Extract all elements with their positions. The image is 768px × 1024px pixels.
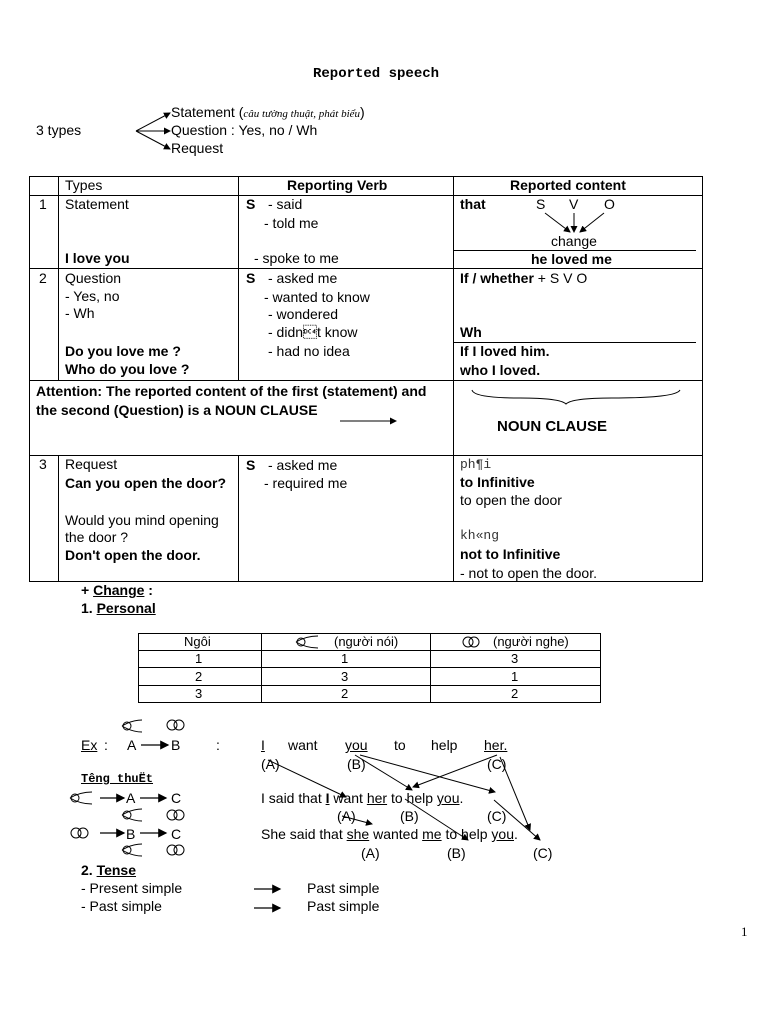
attention-note: Attention: The reported content of the first (statement) and the second (Question) is a NOUN CLAUSE: [36, 383, 427, 418]
row1-verb-s: S: [246, 196, 256, 212]
row3-num: 3: [39, 456, 47, 472]
tense-num: 2.: [81, 862, 97, 878]
ex-word-you: you: [345, 737, 368, 753]
s2-label-c: (C): [533, 845, 553, 861]
row1-s: S: [536, 196, 546, 212]
change-plus: +: [81, 582, 94, 598]
person-cell: 1: [341, 651, 349, 666]
person-cell: 1: [195, 651, 203, 666]
row1-type: Statement: [65, 196, 129, 212]
row1-result: he loved me: [531, 251, 612, 267]
s2-you: you: [491, 826, 514, 842]
row3-example2: Would you mind opening the door ?: [65, 512, 219, 545]
ex-label-a: (A): [261, 756, 280, 772]
s2-end: .: [514, 826, 518, 842]
person-header-speaker: (người nói): [334, 634, 399, 649]
row2-result1: If I loved him.: [460, 343, 550, 359]
s1-pre: I said that: [261, 790, 326, 806]
header-types: Types: [65, 177, 103, 193]
person-cell: 3: [195, 686, 203, 701]
speaker-icon: [122, 844, 142, 856]
statement-note: câu tường thuật, phát biểu: [243, 108, 361, 120]
page-title: Reported speech: [313, 66, 440, 82]
s2-label-b: (B): [447, 845, 466, 861]
change-colon: :: [144, 582, 153, 598]
s1-label-c: (C): [487, 808, 507, 824]
s2-she: she: [346, 826, 370, 842]
speaker-icon: [122, 809, 142, 821]
row2-verb-noidea: - had no idea: [268, 343, 350, 359]
row3-to-open: to open the door: [460, 492, 562, 508]
row3-to-inf: to Infinitive: [460, 474, 535, 490]
svo-change-arrows: [545, 213, 604, 232]
reported-label: Têng thuËt: [81, 772, 154, 786]
row3-phai: ph¶i: [460, 457, 492, 472]
ex-colon2: :: [216, 737, 220, 753]
ex-word-help: help: [431, 737, 458, 753]
row3-khong: kh«ng: [460, 528, 500, 543]
person-cell: 1: [511, 669, 519, 684]
personal-text: Personal: [96, 600, 156, 616]
personal-num: 1.: [81, 600, 97, 616]
types-arrows: [136, 113, 170, 149]
person-header-ngoi: Ngôi: [184, 634, 211, 649]
s1-i: I: [325, 790, 330, 806]
row1-that: that: [460, 196, 486, 212]
tense-text: Tense: [96, 862, 137, 878]
row2-sub-wh: - Wh: [65, 305, 95, 321]
s2-me: me: [422, 826, 442, 842]
row2-verb-wanted: - wanted to know: [264, 289, 370, 305]
row2-verb-wondered: - wondered: [268, 306, 339, 322]
row3-example1: Can you open the door?: [65, 475, 226, 491]
row3-not-inf: not to Infinitive: [460, 546, 561, 562]
header-reported-content: Reported content: [510, 177, 626, 193]
row3-verb-s: S: [246, 457, 256, 473]
row2-type: Question: [65, 270, 122, 286]
s1-label-b: (B): [400, 808, 419, 824]
s2-mid: wanted: [369, 826, 423, 842]
plus-svo-text: + S V O: [537, 270, 588, 286]
row2-verb-didnt: - didnt know: [268, 324, 358, 340]
mapping-arrows: [268, 755, 540, 840]
speaker-icon: [122, 720, 142, 732]
rep-b2: B: [126, 826, 136, 842]
row1-verb-told: - told me: [264, 215, 319, 231]
row2-num: 2: [39, 270, 47, 286]
s2-label-a: (A): [361, 845, 380, 861]
ex-colon: :: [104, 737, 108, 753]
s1-end: .: [459, 790, 464, 806]
speaker-icon: [296, 636, 318, 648]
rep-c2: C: [171, 826, 182, 842]
tense-from-2: - Past simple: [81, 898, 162, 914]
s1-you: you: [436, 790, 460, 806]
statement-close: ): [360, 104, 365, 120]
row2-example2: Who do you love ?: [65, 361, 190, 377]
listener-icon: [167, 810, 184, 820]
header-reporting-verb: Reporting Verb: [287, 177, 388, 193]
row3-example3: Don't open the door.: [65, 547, 201, 563]
row3-verb-required: - required me: [264, 475, 348, 491]
page-number: 1: [741, 924, 748, 939]
row1-verb-said: - said: [268, 196, 303, 212]
row1-change: change: [551, 233, 597, 249]
row1-example: I love you: [65, 250, 130, 266]
change-text: Change: [93, 582, 145, 598]
person-cell: 2: [195, 669, 203, 684]
row1-num: 1: [39, 196, 47, 212]
s1-her: her: [366, 790, 388, 806]
ex-word-her-text: her.: [484, 737, 508, 753]
person-header-listener: (người nghe): [493, 634, 569, 649]
speaker-icon: [70, 792, 92, 804]
row2-example1: Do you love me ?: [65, 343, 181, 359]
row1-v: V: [569, 196, 579, 212]
tense-from-1: - Present simple: [81, 880, 183, 896]
ex-word-want: want: [288, 737, 318, 753]
row2-sub-yesno: - Yes, no: [65, 288, 120, 304]
row1-verb-spoke: - spoke to me: [254, 250, 339, 266]
person-cell: 2: [341, 686, 349, 701]
noun-clause-label: NOUN CLAUSE: [497, 418, 608, 435]
listener-icon: [167, 845, 184, 855]
row1-o: O: [604, 196, 615, 212]
row2-result2: who I loved.: [460, 362, 541, 378]
listener-icon: [71, 828, 88, 838]
statement-text: Statement (: [171, 104, 244, 120]
row2-verb-asked: - asked me: [268, 270, 338, 286]
s1-mid2: to help: [387, 790, 437, 806]
ex-b: B: [171, 737, 181, 753]
ex-a: A: [127, 737, 137, 753]
type-question: Question : Yes, no / Wh: [171, 122, 318, 138]
person-cell: 2: [511, 686, 519, 701]
row3-not-open: - not to open the door.: [460, 565, 597, 581]
s2-pre: She said that: [261, 826, 347, 842]
rep-a1: A: [126, 790, 136, 806]
listener-icon: [463, 637, 479, 647]
listener-icon: [167, 720, 184, 730]
types-label: 3 types: [36, 122, 82, 138]
type-request: Request: [171, 140, 224, 156]
tense-to-2: Past simple: [307, 898, 380, 914]
s1-label-a: (A): [337, 808, 356, 824]
ex-word-i: I: [261, 737, 265, 753]
if-whether-text: If / whether: [460, 270, 534, 286]
noun-clause-brace: [472, 390, 680, 404]
s2-mid2: to help: [441, 826, 492, 842]
person-cell: 3: [511, 651, 519, 666]
row3-type: Request: [65, 456, 118, 472]
rep-c1: C: [171, 790, 182, 806]
ex-word-to: to: [394, 737, 406, 753]
tense-to-1: Past simple: [307, 880, 380, 896]
row2-wh: Wh: [460, 324, 482, 340]
s1-mid: want: [329, 790, 367, 806]
person-cell: 3: [341, 669, 349, 684]
row3-verb-asked: - asked me: [268, 457, 338, 473]
ex-label-b: (B): [347, 756, 366, 772]
ex-label: Ex: [81, 737, 98, 753]
row2-verb-s: S: [246, 270, 256, 286]
ex-label-c: (C): [487, 756, 507, 772]
